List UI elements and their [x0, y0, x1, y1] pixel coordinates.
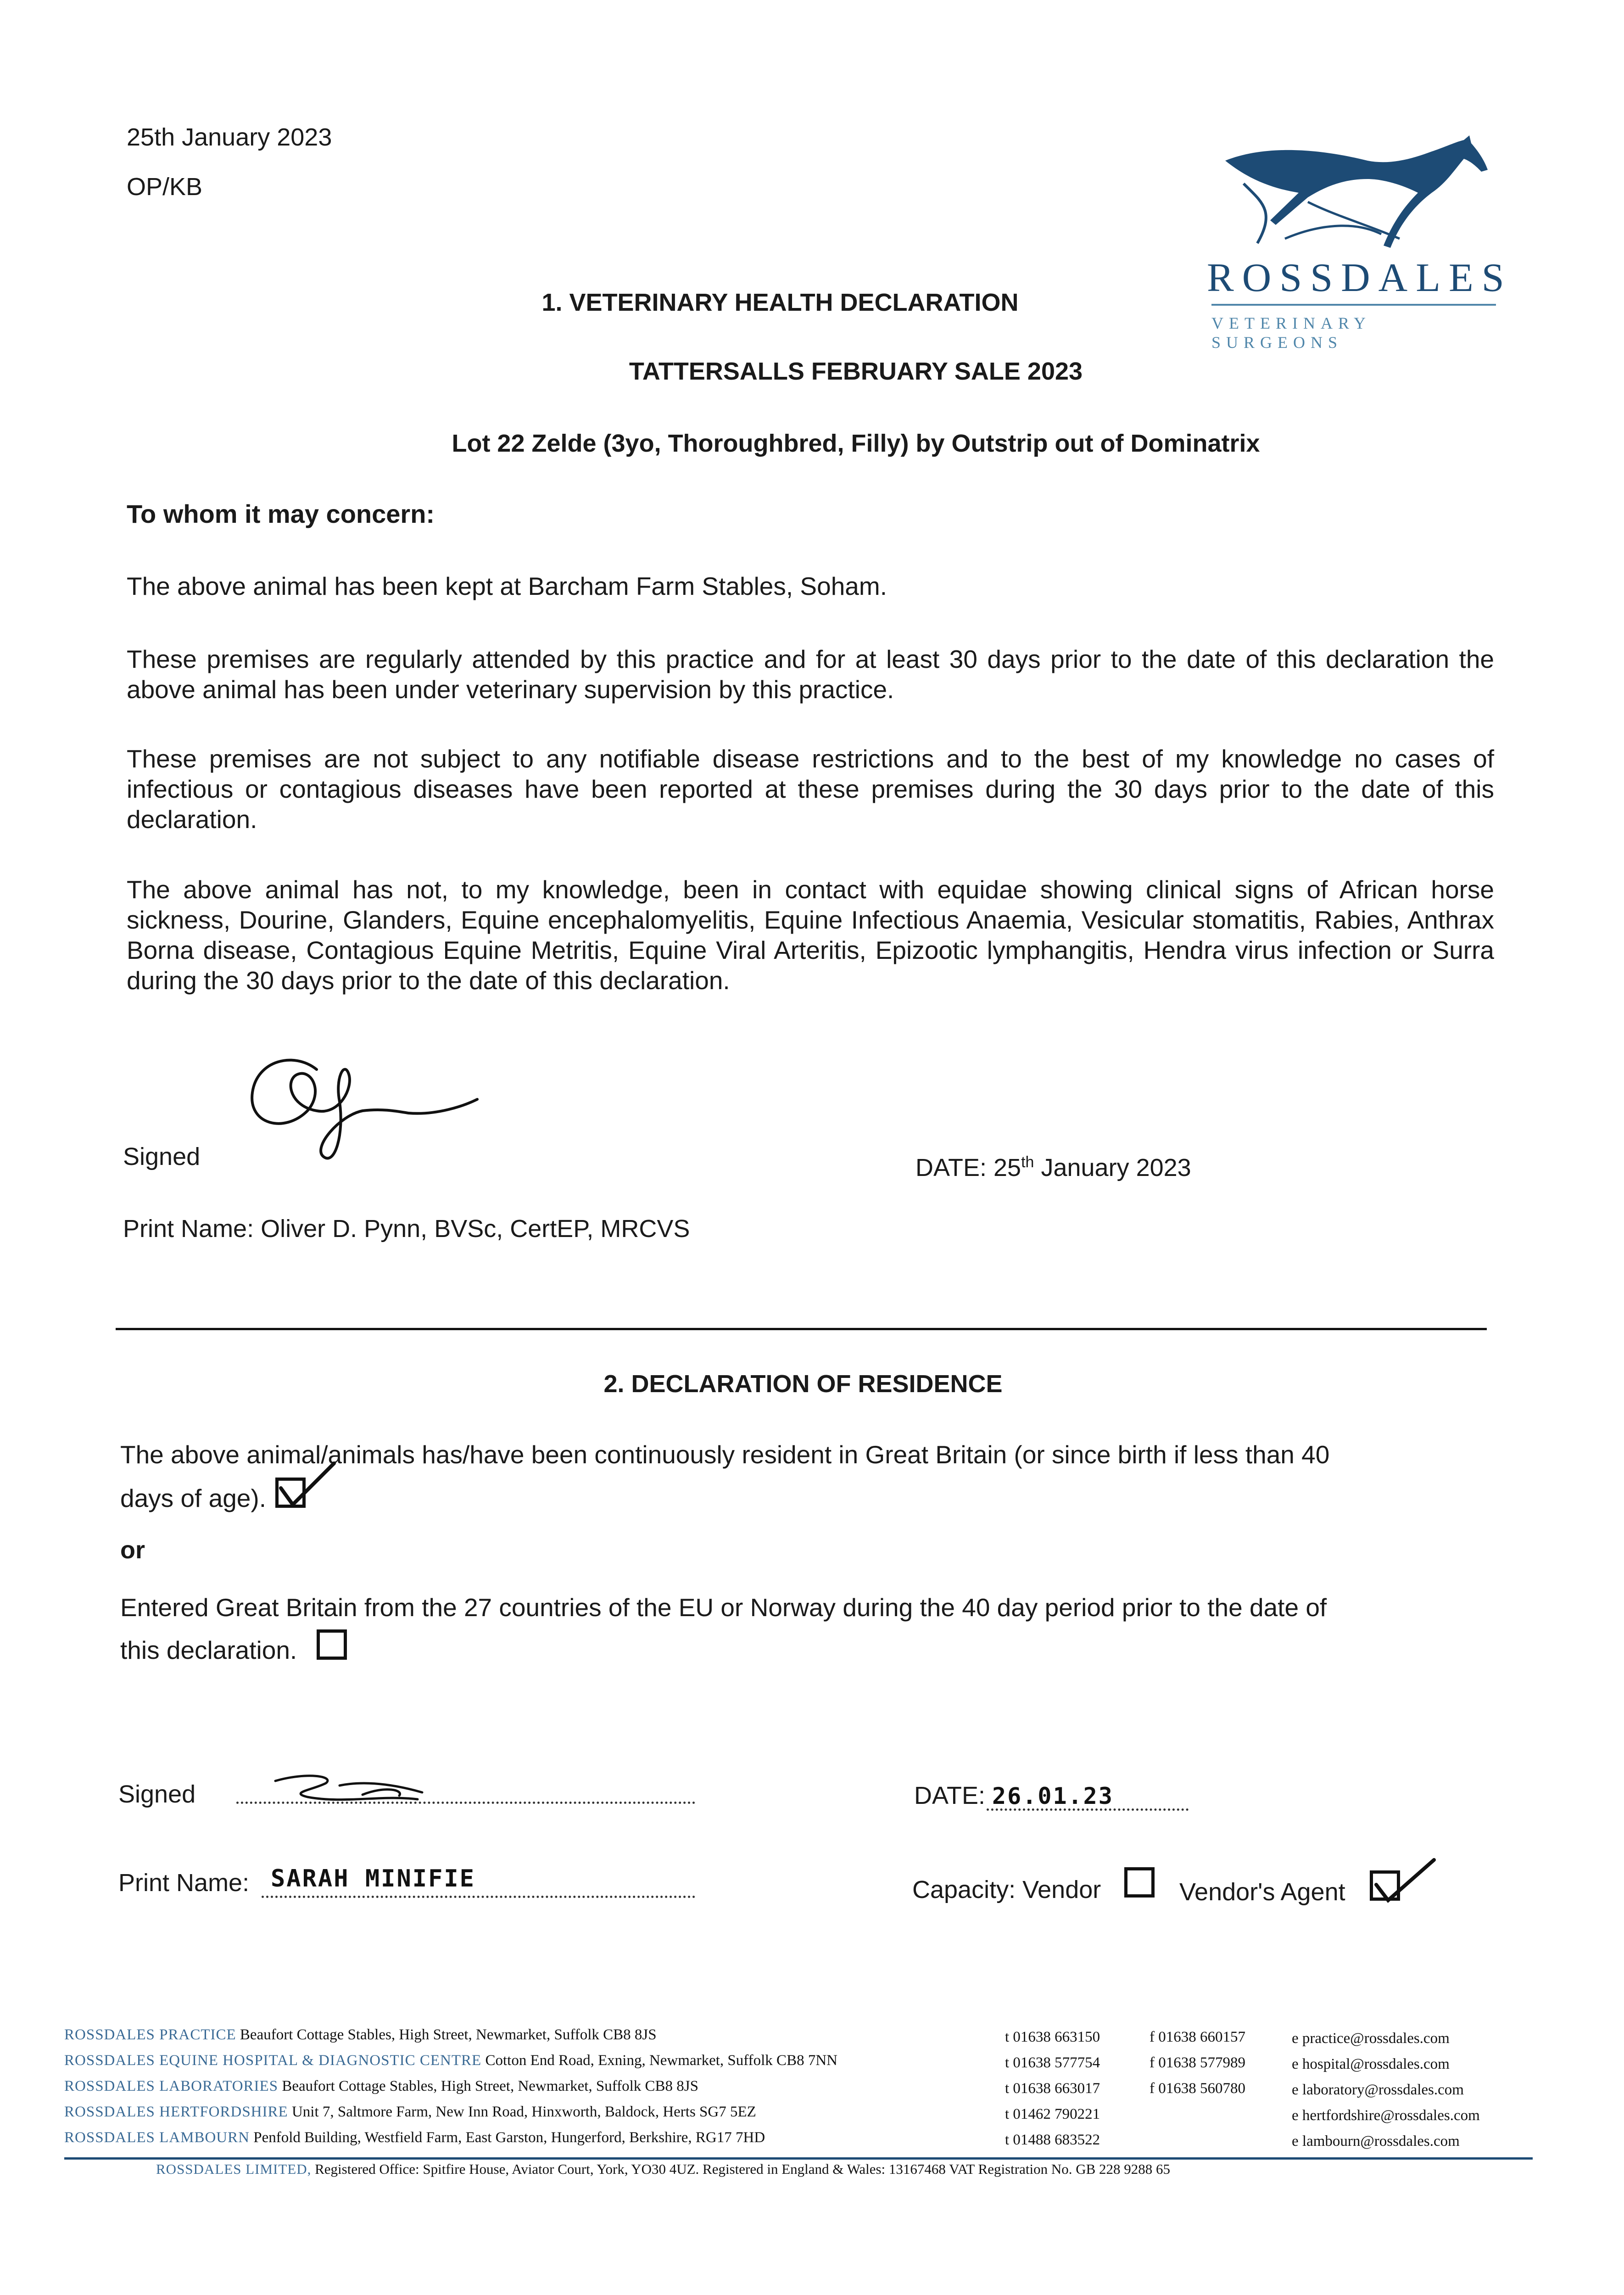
option1-line2: days of age).	[120, 1484, 266, 1512]
footer-fax-1: f 01638 660157	[1150, 2029, 1245, 2045]
capacity-vendor-label: Capacity: Vendor	[912, 1876, 1101, 1903]
footer-org: ROSSDALES LABORATORIES	[64, 2078, 279, 2094]
paragraph-4: The above animal has not, to my knowledge, been in contact with equidae showing clinical signs of African horse sickness, Dourine, Glanders, Equine encephalomyelitis, Equine Infectious Anaemia, Vesicular stomatitis, Rabies, Anthrax Borna disease, Contagious Equine Metritis, Equine Viral Arteritis, Epizootic lymphangitis, Hendra virus infection or Surra during the 30 days prior to the date of this declaration.	[127, 875, 1494, 995]
sale-title: TATTERSALLS FEBRUARY SALE 2023	[629, 358, 1083, 385]
footer-org: ROSSDALES LAMBOURN	[64, 2129, 250, 2146]
vet-signature	[243, 1042, 500, 1175]
vendor-signature	[271, 1767, 500, 1808]
section2-print-name-value: SARAH MINIFIE	[271, 1865, 475, 1892]
option2-line1: Entered Great Britain from the 27 countries of the EU or Norway during the 40 day period prior to the date of	[120, 1593, 1327, 1622]
rossdales-logo	[1202, 133, 1512, 352]
horse-logo-icon	[1216, 133, 1491, 262]
section2-heading: 2. DECLARATION OF RESIDENCE	[603, 1370, 1003, 1398]
section2-date-value: 26.01.23	[992, 1783, 1114, 1809]
footer-org: ROSSDALES PRACTICE	[64, 2026, 236, 2043]
logo-rule	[1211, 304, 1496, 306]
section2-date-label: DATE:	[914, 1782, 986, 1809]
footer-address: Beaufort Cottage Stables, High Street, Newmarket, Suffolk CB8 8JS	[282, 2078, 699, 2094]
vendor-checkbox[interactable]	[1124, 1867, 1155, 1898]
salutation: To whom it may concern:	[127, 499, 435, 528]
footer-address: Unit 7, Saltmore Farm, New Inn Road, Hinxworth, Baldock, Herts SG7 5EZ	[291, 2104, 756, 2120]
option2-line2: this declaration.	[120, 1636, 297, 1664]
footer-address: Beaufort Cottage Stables, High Street, Newmarket, Suffolk CB8 8JS	[240, 2026, 657, 2043]
section1-date	[915, 1148, 1191, 1182]
footer-org: ROSSDALES EQUINE HOSPITAL & DIAGNOSTIC CENTRE	[64, 2052, 482, 2069]
paragraph-3: These premises are not subject to any notifiable disease restrictions and to the best of my knowledge no cases of infectious or contagious diseases have been reported at these premises during the 30 days prior to the date of this declaration.	[127, 744, 1494, 834]
footer-email-3: e laboratory@rossdales.com	[1292, 2082, 1464, 2098]
section1-date-rest: January 2023	[1034, 1154, 1191, 1181]
footer-email-2: e hospital@rossdales.com	[1292, 2056, 1450, 2072]
footer-tel-1: t 01638 663150	[1005, 2029, 1100, 2045]
letter-date: 25th January 2023	[127, 123, 332, 151]
or-label: or	[120, 1536, 145, 1564]
footer-row-5	[64, 2125, 765, 2150]
footer-address: Cotton End Road, Exning, Newmarket, Suffolk CB8 7NN	[485, 2052, 837, 2069]
vendors-agent-check-mark	[1370, 1854, 1439, 1909]
section1-heading: 1. VETERINARY HEALTH DECLARATION	[541, 289, 1019, 316]
footer-tel-4: t 01462 790221	[1005, 2106, 1100, 2122]
section2-signed-label: Signed	[118, 1780, 196, 1808]
footer-row-2	[64, 2048, 837, 2073]
section2-print-name-label: Print Name:	[118, 1869, 250, 1897]
section1-date-sup: th	[1021, 1153, 1034, 1171]
footer-address: Penfold Building, Westfield Farm, East Garston, Hungerford, Berkshire, RG17 7HD	[253, 2129, 765, 2146]
letter-reference: OP/KB	[127, 173, 203, 201]
signed-label: Signed	[123, 1143, 201, 1170]
eu-entry-checkbox[interactable]	[317, 1629, 347, 1660]
section2-date	[914, 1781, 1114, 1811]
footer-tel-3: t 01638 663017	[1005, 2080, 1100, 2097]
footer-email-5: e lambourn@rossdales.com	[1292, 2133, 1460, 2149]
footer-registered	[156, 2156, 1170, 2182]
section2-date-line	[987, 1808, 1189, 1811]
section-divider	[116, 1328, 1487, 1330]
footer-org: ROSSDALES HERTFORDSHIRE	[64, 2104, 288, 2120]
footer-registered-org: ROSSDALES LIMITED,	[156, 2161, 312, 2177]
paragraph-2: These premises are regularly attended by this practice and for at least 30 days prior to the date of this declaration the above animal has been under veterinary supervision by this practice.	[127, 645, 1494, 704]
lot-title: Lot 22 Zelde (3yo, Thoroughbred, Filly) by Outstrip out of Dominatrix	[452, 430, 1260, 457]
footer-email-4: e hertfordshire@rossdales.com	[1292, 2107, 1480, 2124]
footer-row-3	[64, 2073, 698, 2099]
option1-line1: The above animal/animals has/have been continuously resident in Great Britain (or since birth if less than 40	[120, 1440, 1330, 1469]
footer-fax-3: f 01638 560780	[1150, 2080, 1245, 2097]
footer-row-1	[64, 2022, 657, 2048]
resident-check-mark	[275, 1460, 340, 1515]
paragraph-1: The above animal has been kept at Barcham Farm Stables, Soham.	[127, 572, 887, 600]
logo-wordmark: ROSSDALES	[1207, 256, 1512, 300]
footer-tel-5: t 01488 683522	[1005, 2132, 1100, 2148]
footer-row-4	[64, 2099, 756, 2125]
footer-tel-2: t 01638 577754	[1005, 2054, 1100, 2071]
footer-fax-2: f 01638 577989	[1150, 2054, 1245, 2071]
footer-registered-text: Registered Office: Spitfire House, Aviator Court, York, YO30 4UZ. Registered in England & Wales: 13167468 VAT Registration No. GB 228 9288 65	[315, 2161, 1171, 2177]
section2-print-name-line	[262, 1896, 695, 1898]
vendors-agent-label: Vendor's Agent	[1179, 1878, 1345, 1906]
section1-print-name: Print Name: Oliver D. Pynn, BVSc, CertEP, MRCVS	[123, 1215, 690, 1243]
logo-subtitle: VETERINARY SURGEONS	[1211, 314, 1371, 352]
footer-email-1: e practice@rossdales.com	[1292, 2030, 1450, 2047]
section1-date-label: DATE: 25	[915, 1154, 1021, 1181]
